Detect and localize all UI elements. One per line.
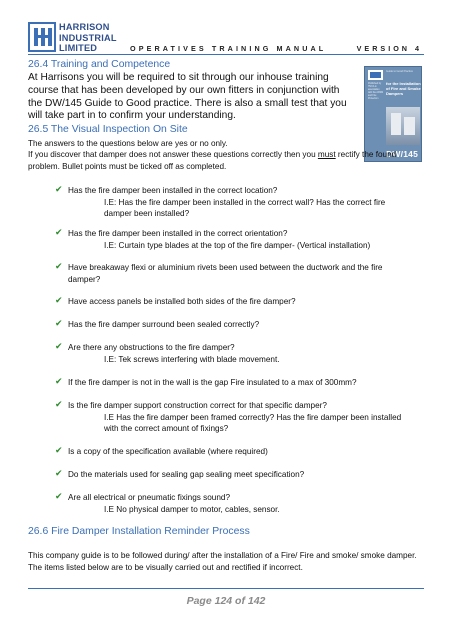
- intro-text-pre: If you discover that damper does not answer these questions correctly then you: [28, 150, 318, 159]
- section-26-4-heading: 26.4 Training and Competence: [28, 59, 171, 70]
- manual-title: OPERATIVES TRAINING MANUAL: [130, 44, 327, 53]
- checklist-question: Has the fire damper surround been sealed correctly?: [68, 320, 260, 329]
- check-icon: ✔: [55, 446, 63, 456]
- logo-line-3: LIMITED: [59, 43, 98, 53]
- logo-line-1: HARRISON: [59, 22, 110, 32]
- page-number: Page 124 of 142: [186, 595, 266, 607]
- check-icon: ✔: [55, 185, 63, 195]
- checklist-item-2: [55, 228, 413, 251]
- section-26-5-intro-2: [28, 149, 420, 172]
- checklist-note: I.E Has the fire damper been framed correctly? Has the fire damper been installed with the correct amount of fixings?: [104, 412, 402, 433]
- checklist-question: If the fire damper is not in the wall is the gap Fire insulated to a max of 300mm?: [68, 378, 357, 387]
- checklist-item-9: [55, 446, 413, 458]
- check-icon: ✔: [55, 342, 63, 352]
- checklist-item-3: [55, 262, 413, 285]
- header-divider: [28, 54, 424, 55]
- checklist-note: I.E: Curtain type blades at the top of the fire damper- (Vertical installation): [104, 240, 371, 250]
- checklist-question: Is the fire damper support construction correct for that specific damper?: [68, 401, 327, 410]
- manual-version: VERSION 4: [356, 44, 422, 53]
- cover-side-text: Published by HVCA in association with the ADSM and Fire Protection: [368, 83, 384, 100]
- checklist-item-10: [55, 469, 413, 481]
- check-icon: ✔: [55, 296, 63, 306]
- checklist-note: I.E: Has the fire damper been installed in the correct wall? Has the correct fire damper been installed?: [104, 197, 386, 218]
- checklist-question: Have access panels be installed both sides of the fire damper?: [68, 297, 296, 306]
- section-26-6-heading: 26.6 Fire Damper Installation Reminder Process: [28, 526, 250, 537]
- footer-divider: [28, 588, 424, 589]
- logo-line-2: INDUSTRIAL: [59, 32, 117, 43]
- checklist-question: Are there any obstructions to the fire damper?: [68, 343, 235, 352]
- checklist-question: Do the materials used for sealing gap sealing meet specification?: [68, 470, 305, 479]
- checklist-note: I.E No physical damper to motor, cables, sensor.: [104, 504, 280, 514]
- section-26-6-body: This company guide is to be followed during/ after the installation of a Fire/ Fire and smoke/ smoke damper. The items listed below are to be visually carried out and rectified if incorrect.: [28, 551, 417, 572]
- logo-mark-icon: [28, 22, 56, 52]
- checklist-question: Has the fire damper been installed in the correct orientation?: [68, 229, 288, 238]
- check-icon: ✔: [55, 377, 63, 387]
- logo-text: [59, 22, 117, 54]
- check-icon: ✔: [55, 469, 63, 479]
- intro-text-post: rectify the found problem. Bullet points must be ticked off as completed.: [28, 150, 397, 171]
- checklist-question: Is a copy of the specification available (where required): [68, 447, 268, 456]
- check-icon: ✔: [55, 228, 63, 238]
- checklist-item-4: [55, 296, 413, 308]
- checklist-item-7: [55, 377, 413, 389]
- checklist-item-5: [55, 319, 413, 331]
- checklist-question: Has the fire damper been installed in the correct location?: [68, 186, 278, 195]
- checklist-question: Are all electrical or pneumatic fixings sound?: [68, 493, 231, 502]
- company-logo: [28, 22, 120, 56]
- checklist-item-11: [55, 492, 413, 515]
- checklist-note: I.E: Tek screws interfering with blade movement.: [104, 354, 280, 364]
- checklist-item-1: [55, 185, 413, 220]
- checklist-item-8: [55, 400, 413, 435]
- checklist-item-6: [55, 342, 413, 365]
- cover-title: for the Installation of Fire and Smoke Dampers: [386, 81, 421, 96]
- section-26-5-intro-1: The answers to the questions below are yes or no only.: [28, 139, 228, 148]
- cover-logo-icon: [368, 70, 383, 80]
- cover-dw145-label: DW/145: [386, 149, 418, 159]
- intro-must-emphasis: must: [317, 150, 336, 159]
- section-26-5-heading: 26.5 The Visual Inspection On Site: [28, 124, 188, 135]
- check-icon: ✔: [55, 262, 63, 272]
- section-26-4-body: At Harrisons you will be required to sit through our inhouse training course that has been developed by our own fitters in conjunction with the DW/145 Guide to Good practice. There is also a small test that you will take part in to confirm your understanding.: [28, 72, 347, 122]
- checklist-question: Have breakaway flexi or aluminium rivets been used between the ductwork and the fire damper?: [68, 263, 383, 284]
- check-icon: ✔: [55, 319, 63, 329]
- cover-small-text: Guide to Good Practice: [386, 70, 413, 73]
- check-icon: ✔: [55, 492, 63, 502]
- check-icon: ✔: [55, 400, 63, 410]
